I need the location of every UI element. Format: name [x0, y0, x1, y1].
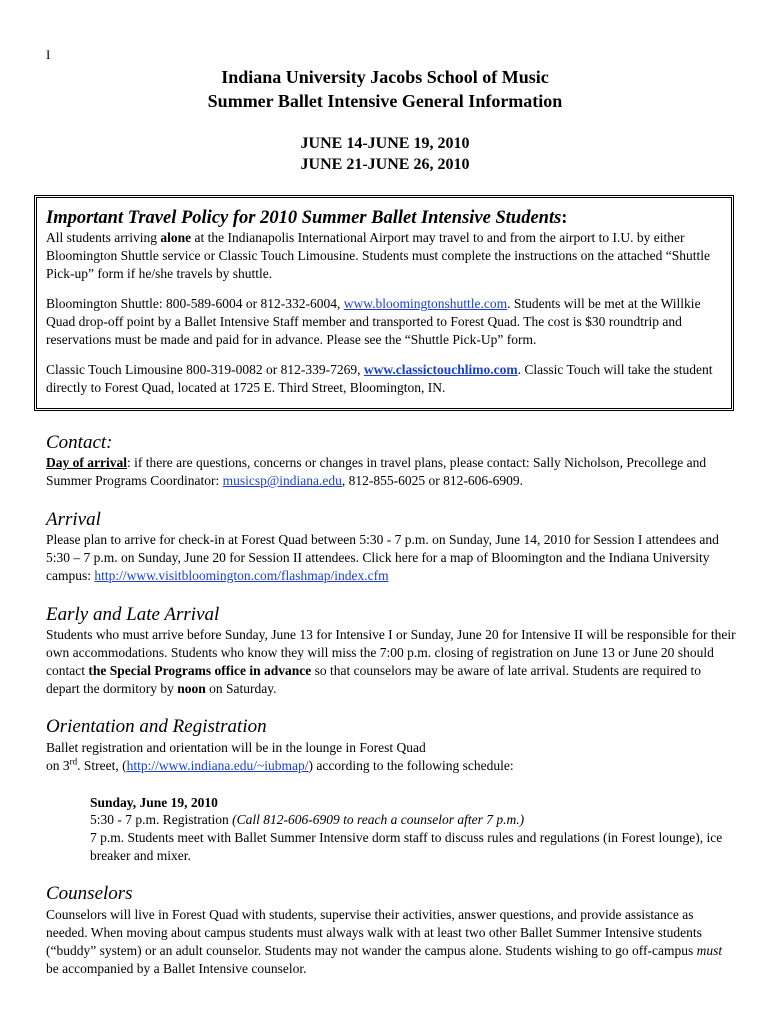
orientation-text-line2: on 3rd. Street, (http://www.indiana.edu/~iubmap/) according to the following schedule:: [46, 756, 514, 773]
counselors-heading: Counselors: [46, 883, 133, 904]
session-date-2: JUNE 21-JUNE 26, 2010: [300, 156, 470, 173]
arrival-heading: Arrival: [46, 509, 101, 530]
schedule-date: Sunday, June 19, 2010: [90, 795, 218, 810]
early-late-heading: Early and Late Arrival: [46, 604, 220, 625]
arrival-text: Please plan to arrive for check-in at Forest Quad between 5:30 - 7 p.m. on Sunday, June 14, 2010 for Session I attendees and 5:30 – 7 p.m. on Sunday, June 20 for Session II attendees. Click here for a map of Bloomington and the Indiana University campus: http://www.visitbloomington.com/flashmap/index.cfm: [46, 532, 719, 583]
document-subtitle: Summer Ballet Intensive General Information: [207, 91, 563, 111]
counselors-text: Counselors will live in Forest Quad with students, supervise their activities, answer questions, and provide assistance as needed. When moving about campus students must always walk with at least two other Ballet Summer Intensive students (“buddy” system) or an adult counselor. Students may not wander the campus alone. Students wishing to go off-campus must be accompanied by a Ballet Intensive counselor.: [46, 907, 723, 976]
early-late-text: Students who must arrive before Sunday, June 13 for Intensive I or Sunday, June 20 for Intensive II will be responsible for their own accommodations. Students who know they will miss the 7:00 p.m. closing of registration on June 13 or June 20 should contact the Special Programs office in advance so that counselors may be aware of late arrival. Students are required to depart the dormitory by noon on Saturday.: [46, 627, 736, 696]
session-date-1: JUNE 14-JUNE 19, 2010: [300, 135, 470, 152]
classic-touch-link[interactable]: www.classictouchlimo.com: [363, 362, 518, 377]
schedule-item-meeting: 7 p.m. Students meet with Ballet Summer Intensive dorm staff to discuss rules and regulations (in Forest lounge), ice breaker and mixer.: [90, 830, 723, 863]
contact-heading: Contact:: [46, 432, 113, 453]
bloomington-shuttle-link[interactable]: www.bloomingtonshuttle.com: [343, 296, 508, 311]
orientation-text-line1: Ballet registration and orientation will be in the lounge in Forest Quad: [46, 740, 426, 755]
travel-policy-box: [34, 195, 734, 411]
travel-policy-paragraph-alone: All students arriving alone at the Indianapolis International Airport may travel to and from the airport to I.U. by either Bloomington Shuttle service or Classic Touch Limousine. Students must complete the instructions on the attached “Shuttle Pick-up” form if he/she travels by shuttle.: [46, 230, 710, 281]
contact-email-link[interactable]: musicsp@indiana.edu: [222, 473, 342, 488]
campus-map-link[interactable]: http://www.visitbloomington.com/flashmap/index.cfm: [94, 568, 389, 583]
travel-policy-paragraph-limousine: Classic Touch Limousine 800-319-0082 or 812-339-7269, www.classictouchlimo.com. Classic Touch will take the student directly to Forest Quad, located at 1725 E. Third Street, Bloomington, IN.: [46, 362, 713, 395]
iu-map-link[interactable]: http://www.indiana.edu/~iubmap/: [126, 758, 309, 773]
orientation-heading: Orientation and Registration: [46, 716, 267, 737]
travel-policy-title: Important Travel Policy for 2010 Summer Ballet Intensive Students:: [46, 208, 568, 228]
document-title: Indiana University Jacobs School of Music: [221, 67, 549, 87]
schedule-item-registration: 5:30 - 7 p.m. Registration (Call 812-606-6909 to reach a counselor after 7 p.m.): [90, 812, 525, 827]
corner-mark: I: [46, 47, 51, 62]
travel-policy-paragraph-shuttle: Bloomington Shuttle: 800-589-6004 or 812-332-6004, www.bloomingtonshuttle.com. Students will be met at the Willkie Quad drop-off point by a Ballet Intensive Staff member and transported to Forest Quad. The cost is $30 roundtrip and reservations must be made and paid for in advance. Please see the “Shuttle Pick-Up” form.: [46, 296, 701, 347]
contact-text: Day of arrival: if there are questions, concerns or changes in travel plans, please contact: Sally Nicholson, Precollege and Summer Programs Coordinator: musicsp@indiana.edu, 812-855-6025 or 812-606-6909.: [46, 455, 707, 488]
